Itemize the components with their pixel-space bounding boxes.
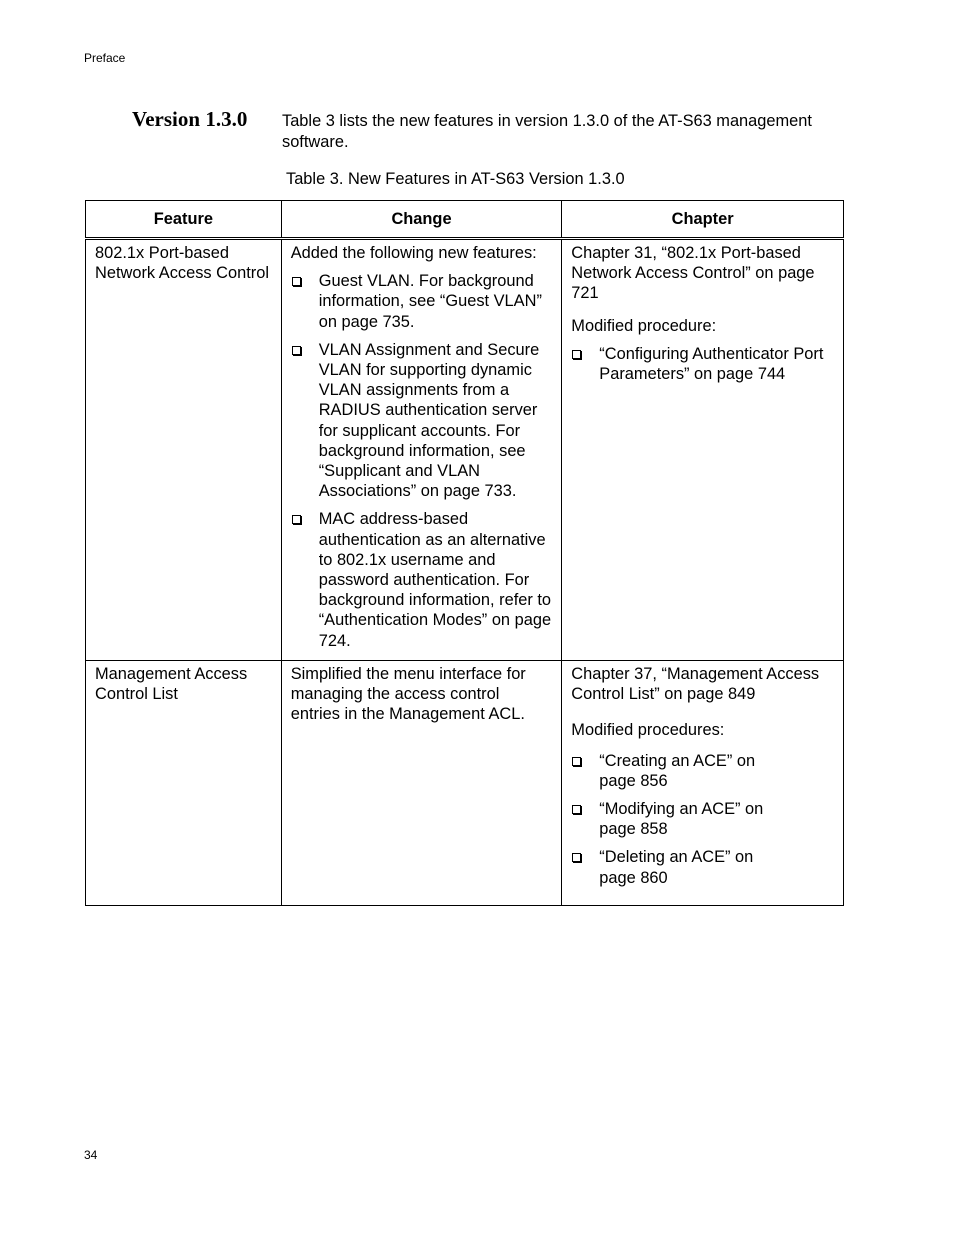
list-item-text: “Modifying an ACE” on page 858 (599, 800, 764, 839)
list-item (571, 847, 834, 887)
intro-paragraph: Table 3 lists the new features in version 1.3.0 of the AT-S63 management software. (282, 112, 812, 151)
column-header-feature: Feature (86, 201, 282, 239)
page-number: 34 (84, 1148, 98, 1162)
procedure-list (571, 751, 834, 888)
list-item-text: MAC address-based authentication as an alternative to 802.1x username and password authentication. For background information, refer to “Authentication Modes” on page 724. (318, 510, 552, 650)
chapter-reference: Chapter 37, “Management Access Control List” on page 849 (571, 665, 820, 704)
list-item (291, 271, 553, 332)
checkbox-bullet-icon (572, 350, 581, 359)
feature-name: Management Access Control List (95, 665, 248, 704)
list-item (571, 751, 834, 791)
chapter-reference: Chapter 31, “802.1x Port-based Network Access Control” on page 721 (571, 244, 815, 303)
list-item (291, 340, 553, 502)
checkbox-bullet-icon (572, 757, 581, 766)
chapter-subheading: Modified procedure: (571, 316, 717, 335)
list-item-text: VLAN Assignment and Secure VLAN for supporting dynamic VLAN assignments from a RADIUS authentication server for supplicant accounts. For background information, see “Supplicant and VLAN Associations” on page 733. (318, 340, 540, 501)
table-caption: Table 3. New Features in AT-S63 Version 1.3.0 (286, 170, 625, 188)
column-header-chapter: Chapter (562, 201, 844, 239)
table-row (86, 239, 844, 661)
running-header: Preface (84, 51, 126, 65)
change-cell (281, 661, 562, 906)
list-item (291, 509, 553, 650)
feature-cell (86, 239, 282, 661)
table-header-row (86, 201, 844, 239)
column-header-change: Change (281, 201, 562, 239)
change-text: Simplified the menu interface for managing the access control entries in the Management ACL. (290, 665, 526, 724)
procedure-list (571, 344, 834, 384)
change-list (291, 271, 553, 651)
feature-cell (86, 661, 282, 906)
list-item (571, 344, 834, 384)
list-item-text: “Creating an ACE” on page 856 (599, 751, 756, 790)
checkbox-bullet-icon (572, 805, 581, 814)
section-title: Version 1.3.0 (132, 107, 248, 131)
feature-name: 802.1x Port-based Network Access Control (95, 244, 269, 283)
list-item-text: “Deleting an ACE” on page 860 (599, 848, 754, 887)
checkbox-bullet-icon (292, 515, 301, 524)
list-item-text: Guest VLAN. For background information, see “Guest VLAN” on page 735. (318, 272, 542, 331)
change-cell (281, 239, 562, 661)
chapter-subheading: Modified procedures: (571, 721, 725, 740)
chapter-cell (562, 661, 844, 906)
list-item (571, 799, 834, 839)
list-item-text: “Configuring Authenticator Port Parameters” on page 744 (599, 344, 824, 384)
table-row (86, 661, 844, 906)
features-table (85, 200, 844, 906)
checkbox-bullet-icon (292, 346, 301, 355)
checkbox-bullet-icon (572, 853, 581, 862)
checkbox-bullet-icon (292, 277, 301, 286)
chapter-cell (562, 239, 844, 661)
change-intro: Added the following new features: (290, 244, 537, 262)
